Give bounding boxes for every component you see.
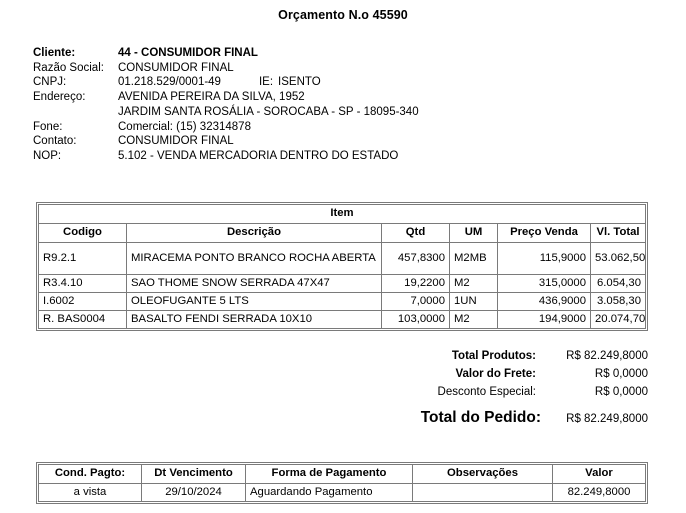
label-nop: NOP: (33, 149, 62, 162)
label-cliente: Cliente: (33, 47, 76, 59)
cell-vl-total: 6.054,30 (591, 275, 646, 293)
col-header-valor: Valor (553, 465, 646, 484)
cell-um: M2MB (450, 243, 498, 275)
value-nop: 5.102 - VENDA MERCADORIA DENTRO DO ESTADO (118, 149, 399, 162)
cell-qtd: 103,0000 (382, 311, 450, 329)
value-valor-frete: R$ 0,0000 (594, 368, 648, 380)
cell-qtd: 7,0000 (382, 293, 450, 311)
table-row (39, 293, 646, 311)
cell-forma-pagamento: Aguardando Pagamento (246, 484, 413, 502)
label-ie: IE: (258, 76, 274, 89)
col-header-cond-pagto: Cond. Pagto: (39, 465, 142, 484)
label-empty (33, 105, 118, 120)
desconto-especial-row (380, 386, 648, 404)
spacer (221, 75, 259, 90)
cell-preco-venda: 194,9000 (498, 311, 591, 329)
col-header-codigo: Codigo (39, 224, 127, 243)
payment-table-container (36, 462, 648, 504)
col-header-dt-vencimento: Dt Vencimento (142, 465, 246, 484)
cell-preco-venda: 115,9000 (498, 243, 591, 275)
value-razao-social: CONSUMIDOR FINAL (118, 61, 234, 74)
cell-codigo: R3.4.10 (39, 275, 127, 293)
label-valor-frete: Valor do Frete: (455, 368, 536, 380)
label-desconto-especial: Desconto Especial: (437, 386, 536, 398)
table-row (39, 311, 646, 329)
cell-vl-total: 53.062,50 (591, 243, 646, 275)
customer-row-nop (33, 149, 419, 164)
value-total-pedido: R$ 82.249,8000 (566, 413, 648, 425)
col-header-um: UM (450, 224, 498, 243)
value-cliente: 44 - CONSUMIDOR FINAL (118, 47, 258, 59)
items-table-header-row (39, 224, 646, 243)
page-title: Orçamento N.o 45590 (278, 8, 408, 22)
cell-vl-total: 20.074,70 (591, 311, 646, 329)
customer-row-cnpj (33, 75, 419, 90)
cell-um: M2 (450, 311, 498, 329)
totals-block (380, 350, 648, 433)
value-endereco-bairro-cidade: JARDIM SANTA ROSÁLIA - SOROCABA - SP - 18095-340 (118, 105, 419, 118)
total-produtos-row (380, 350, 648, 368)
label-endereco: Endereço: (33, 91, 86, 104)
label-razao-social: Razão Social: (33, 61, 104, 74)
col-header-preco-venda: Preço Venda (498, 224, 591, 243)
cell-um: M2 (450, 275, 498, 293)
items-table-group-header-row (39, 205, 646, 224)
col-header-descricao: Descrição (127, 224, 382, 243)
value-total-produtos: R$ 82.249,8000 (566, 350, 648, 362)
cell-codigo: R. BAS0004 (39, 311, 127, 329)
items-table-body (39, 243, 646, 329)
cell-valor: 82.249,8000 (553, 484, 646, 502)
col-header-observacoes: Observações (413, 465, 553, 484)
cell-observacoes (413, 484, 553, 502)
items-group-header: Item (39, 205, 646, 224)
customer-row-razao-social (33, 61, 419, 76)
customer-info-block (33, 46, 419, 164)
table-row (39, 484, 646, 502)
cell-qtd: 19,2200 (382, 275, 450, 293)
valor-frete-row (380, 368, 648, 386)
cell-descricao: BASALTO FENDI SERRADA 10X10 (127, 311, 382, 329)
cell-qtd: 457,8300 (382, 243, 450, 275)
payment-table-body (39, 484, 646, 502)
col-header-forma-pagamento: Forma de Pagamento (246, 465, 413, 484)
cell-preco-venda: 436,9000 (498, 293, 591, 311)
value-ie: ISENTO (278, 76, 321, 89)
value-cnpj: 01.218.529/0001-49 (118, 76, 221, 89)
customer-row-endereco (33, 90, 419, 105)
cell-cond-pagto: a vista (39, 484, 142, 502)
table-row (39, 275, 646, 293)
cell-codigo: R9.2.1 (39, 243, 127, 275)
items-table-container (36, 202, 648, 331)
cell-dt-vencimento: 29/10/2024 (142, 484, 246, 502)
cell-descricao: OLEOFUGANTE 5 LTS (127, 293, 382, 311)
payment-table (38, 464, 646, 502)
label-cnpj: CNPJ: (33, 76, 67, 89)
customer-row-contato (33, 134, 419, 149)
items-table-frame (36, 202, 648, 331)
customer-row-endereco-2 (33, 105, 419, 120)
table-row (39, 243, 646, 275)
value-desconto-especial: R$ 0,0000 (594, 386, 648, 398)
payment-table-header-row (39, 465, 646, 484)
cell-um: 1UN (450, 293, 498, 311)
cell-descricao: MIRACEMA PONTO BRANCO ROCHA ABERTA (127, 243, 382, 275)
label-contato: Contato: (33, 135, 77, 148)
value-contato: CONSUMIDOR FINAL (118, 135, 234, 148)
label-total-produtos: Total Produtos: (451, 350, 536, 362)
payment-table-frame (36, 462, 648, 504)
items-table (38, 204, 646, 329)
label-total-pedido: Total do Pedido: (420, 409, 541, 426)
cell-codigo: I.6002 (39, 293, 127, 311)
label-fone: Fone: (33, 120, 63, 133)
cell-descricao: SAO THOME SNOW SERRADA 47X47 (127, 275, 382, 293)
col-header-vl-total: Vl. Total (591, 224, 646, 243)
customer-row-cliente (33, 46, 419, 61)
cell-vl-total: 3.058,30 (591, 293, 646, 311)
total-pedido-row (380, 409, 648, 433)
customer-row-fone (33, 120, 419, 135)
value-fone: Comercial: (15) 32314878 (118, 120, 251, 133)
value-endereco: AVENIDA PEREIRA DA SILVA, 1952 (118, 91, 305, 104)
col-header-qtd: Qtd (382, 224, 450, 243)
cell-preco-venda: 315,0000 (498, 275, 591, 293)
